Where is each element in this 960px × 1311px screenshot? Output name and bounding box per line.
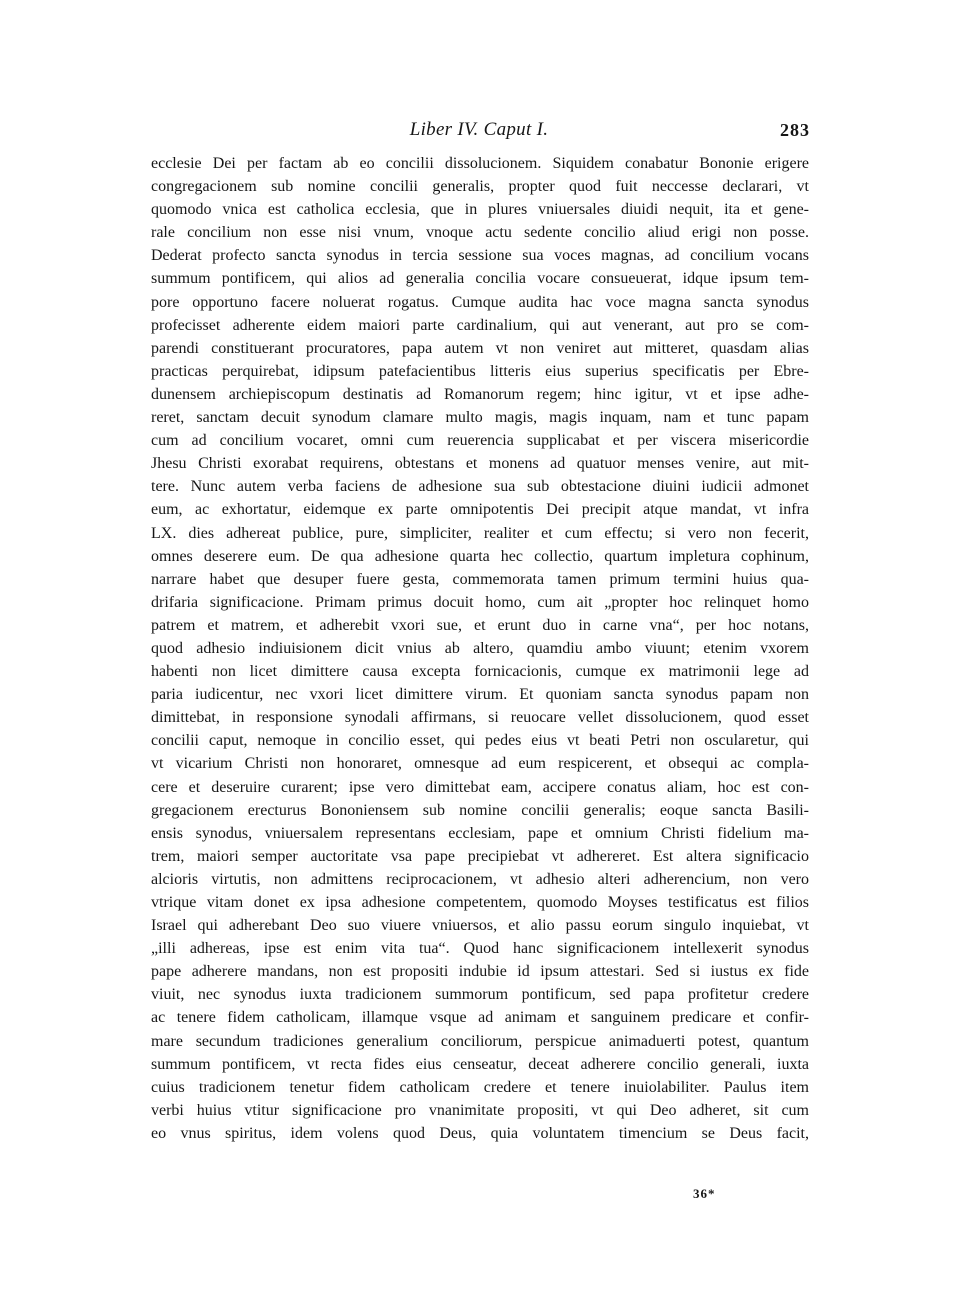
text-line: paria iudicentur, nec vxori licet dimittere virum. Et quoniam sancta synodus papam non	[151, 686, 809, 704]
text-line: patrem et matrem, et adherebit vxori sue, et erunt duo in carne vna“, per hoc notans,	[151, 616, 809, 634]
text-line: omnes deserere eum. De qua adhesione quarta hec collectio, quartum impletura cophinum,	[151, 547, 809, 565]
text-line: rale concilium non esse nisi vnum, vnoque actu sedente concilio aliud erigi non posse.	[151, 224, 809, 242]
text-line: quomodo vnica est catholica ecclesia, que in plures vniuersales diuidi nequit, ita et gene-	[151, 201, 809, 219]
text-line: eo vnus spiritus, idem volens quod Deus, quia voluntatem timencium se Deus facit,	[151, 1124, 809, 1142]
text-line: ecclesie Dei per factam ab eo concilii dissolucionem. Siquidem conabatur Bononie erigere	[151, 155, 809, 172]
text-line: dunensem archiepiscopum destinatis ad Romanorum regem; hinc igitur, vt et ipse adhe-	[151, 385, 809, 403]
text-line: Dederat profecto sancta synodus in tercia sessione sua voces magnas, ad concilium vocans	[151, 247, 809, 265]
text-line: cuius tradicionem tenetur fidem catholicam credere et tenere inuiolabiliter. Paulus item	[151, 1078, 809, 1096]
text-line: cum ad concilium vocaret, omni cum reuerencia supplicabat et per viscera misericordie	[151, 432, 809, 450]
text-line: alcioris virtutis, non admittens reciprocacionem, vt adhesio alteri adherencium, non vero	[151, 870, 809, 888]
text-line: LX. dies adhereat publice, pure, simpliciter, realiter et cum effectu; si vero non fecerit,	[151, 524, 809, 542]
text-line: Israel qui adherebant Deo suo viuere vniuersos, et alio passu eorum singulo inquiebat, vt	[151, 917, 809, 935]
text-line: summum pontificem, qui alios ad generalia concilia vocare consueuerat, idque ipsum tem-	[151, 270, 809, 288]
text-line: congregacionem sub nomine concilii generalis, propter quod fuit neccesse declarari, vt	[151, 178, 809, 196]
text-line: eum, ac exhortatur, eidemque ex parte omnipotentis Dei precipit atque mandat, vt infra	[151, 501, 809, 519]
text-line: parendi constituerant procuratores, papa autem vt non veniret aut mitteret, quasdam alias	[151, 339, 809, 357]
text-line: quod adhesio indiuisionem dicit vnius ab altero, quamdiu ambo viuunt; etenim vxorem	[151, 639, 809, 657]
text-line: summum pontificem, vt recta fides eius censeatur, deceat adherere concilio generali, iuxta	[151, 1055, 809, 1073]
text-line: trem, maiori semper auctoritate vsa pape precipiebat vt adhereret. Est altera significacio	[151, 847, 809, 865]
text-line: gregacionem erecturus Bononiensem sub nomine concilii generalis; eoque sancta Basili-	[151, 801, 809, 819]
text-line: ensis synodus, vniuersalem representans ecclesiam, pape et omnium Christi fidelium ma-	[151, 824, 809, 842]
text-line: Jhesu Christi exorabat requirens, obtestans et monens ad quatuor menses venire, aut mit-	[151, 455, 809, 473]
text-line: drifaria significacione. Primam primus docuit homo, cum ait „propter hoc relinquet homo	[151, 593, 809, 611]
text-line: profecisset adherente eidem maiori parte cardinalium, qui aut venerant, aut pro se com-	[151, 316, 809, 334]
running-head	[148, 116, 810, 144]
text-line: practicas perquirebat, idipsum patefacientibus litteris eius superius specificatis per Ebre-	[151, 362, 809, 380]
text-line: pore opportuno facere noluerat rogatus. Cumque audita hac voce magna sancta synodus	[151, 293, 809, 311]
running-title: Liber IV. Caput I.	[409, 119, 549, 140]
page-number: 283	[780, 120, 810, 140]
text-line: pape adherere mandans, non est propositi indubie id ipsum attestari. Sed si iustus ex fide	[151, 963, 809, 981]
text-line: dimittebat, in responsione synodali affirmans, si reuocare vellet dissolucionem, quod esset	[151, 709, 809, 727]
text-line: cere et deseruire curarent; ipse vero dimittebat eam, accipere conatus aliam, hoc est con-	[151, 778, 809, 796]
text-line: vtrique vitam donet ex ipsa adhesione competentem, quomodo Moyses testificatus est filios	[151, 894, 809, 911]
text-line: habenti non licet dimittere causa excepta fornicacionis, cumque ex matrimonii lege ad	[151, 663, 809, 681]
text-line: ac tenere fidem catholicam, illamque vsque ad animam et sanguinem predicare et confir-	[151, 1009, 809, 1027]
body-text	[151, 152, 809, 1145]
signature-mark: 36*	[693, 1186, 716, 1201]
text-line: mare secundum tradiciones generalium conciliorum, perspicue animaduerti potest, quantum	[151, 1032, 809, 1050]
text-line: reret, sanctam decuit synodum clamare multo magis, magis inquam, nam et tunc papam	[151, 409, 809, 427]
text-line: vt vicarium Christi non honoraret, omnesque ad eum respicerent, et obsequi ac compla-	[151, 755, 809, 773]
text-line: concilii caput, nemoque in concilio esset, qui pedes eius vt beati Petri non oscularetur, qui	[151, 732, 809, 750]
text-line: narrare habet que desuper fuere gesta, commemorata tamen primum termini huius qua-	[151, 570, 809, 588]
text-line: tere. Nunc autem verba faciens de adhesione sua sub obtestacione diuini iudicii admonet	[151, 478, 809, 496]
text-line: „illi adhereas, ipse est enim vita tua“. Quod hanc significacionem intellexerit synodus	[151, 940, 809, 958]
text-line: viuit, nec synodus iuxta tradicionem summorum pontificum, sed papa profitetur credere	[151, 986, 809, 1004]
text-line: verbi huius vtitur significacione pro vnanimitate propositi, vt qui Deo adheret, sit cum	[151, 1101, 809, 1119]
